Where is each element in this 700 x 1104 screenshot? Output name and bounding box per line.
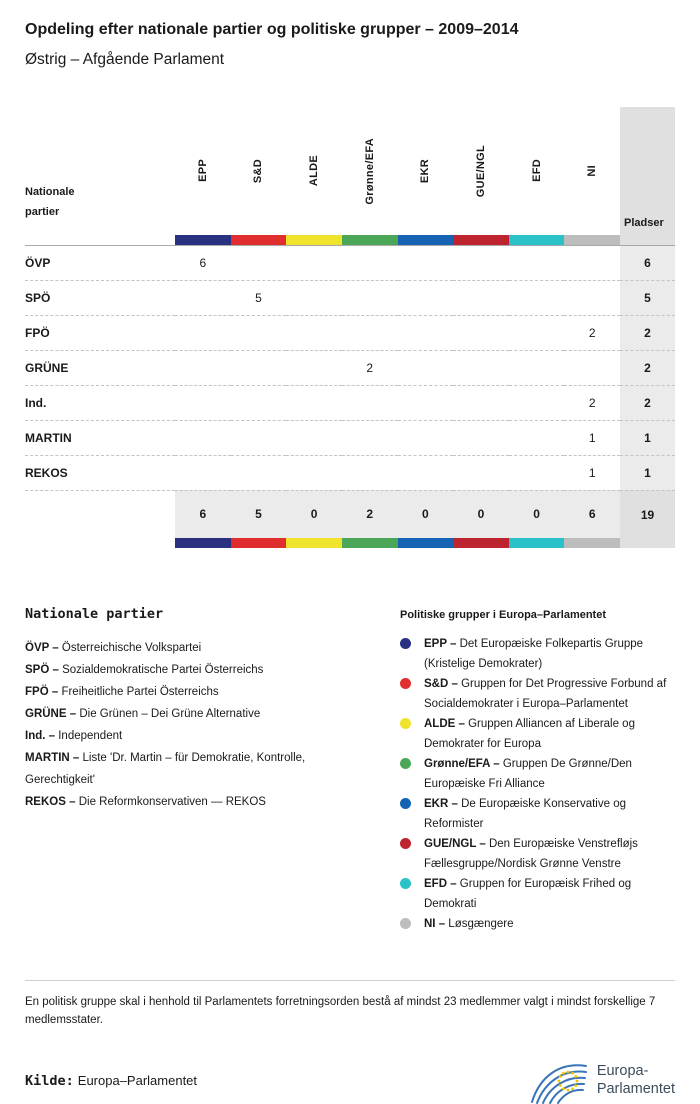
color-bar-sd bbox=[231, 235, 287, 245]
value-cell bbox=[509, 420, 565, 455]
legend-item: EPP – Det Europæiske Folkepartis Gruppe (Kristelige Demokrater) bbox=[400, 634, 675, 674]
column-header-sd: S&D bbox=[252, 158, 265, 183]
color-bar-ekr bbox=[398, 235, 454, 245]
color-bar-alde bbox=[286, 235, 342, 245]
value-cell bbox=[453, 315, 509, 350]
seats-cell: 6 bbox=[620, 245, 675, 280]
column-header-alde: ALDE bbox=[308, 155, 321, 187]
value-cell bbox=[286, 385, 342, 420]
color-bar-epp bbox=[175, 538, 231, 548]
legend-item: ÖVP – Österreichische Volkspartei bbox=[25, 641, 202, 654]
legend-item: S&D – Gruppen for Det Progressive Forbund af Socialdemokrater i Europa–Parlamentet bbox=[400, 674, 675, 714]
guengl-color-dot bbox=[400, 838, 411, 849]
seats-cell: 1 bbox=[620, 455, 675, 490]
value-cell bbox=[453, 245, 509, 280]
value-cell bbox=[175, 280, 231, 315]
logo-wordmark bbox=[597, 1063, 675, 1098]
value-cell bbox=[286, 245, 342, 280]
parliament-hemicycle-icon bbox=[530, 1058, 588, 1104]
color-bar-ni bbox=[564, 235, 620, 245]
value-cell bbox=[453, 420, 509, 455]
total-cell: 5 bbox=[231, 490, 287, 538]
logo-line2: Parlamentet bbox=[596, 1080, 675, 1097]
value-cell bbox=[509, 385, 565, 420]
value-cell bbox=[342, 385, 398, 420]
legend-item: Ind. – Independent bbox=[25, 729, 123, 742]
legend-item: FPÖ – Freiheitliche Partei Österreichs bbox=[25, 685, 219, 698]
value-cell: 2 bbox=[342, 350, 398, 385]
value-cell bbox=[342, 455, 398, 490]
color-bar-efd bbox=[509, 538, 565, 548]
value-cell bbox=[398, 280, 454, 315]
seats-column-header: Pladser bbox=[620, 107, 675, 245]
value-cell bbox=[398, 455, 454, 490]
value-cell bbox=[175, 350, 231, 385]
national-parties-column-header: Nationale partier bbox=[25, 186, 75, 218]
value-cell bbox=[231, 245, 287, 280]
legend-item: ALDE – Gruppen Alliancen af Liberale og Demokrater for Europa bbox=[400, 714, 675, 754]
value-cell bbox=[175, 315, 231, 350]
sd-color-dot bbox=[400, 678, 411, 689]
european-parliament-logo bbox=[530, 1058, 675, 1104]
seats-cell: 2 bbox=[620, 350, 675, 385]
footnote: En politisk gruppe skal i henhold til Parlamentets forretningsorden bestå af mindst 23 medlemmer valgt i mindst forskellige 7 medlemsstater. bbox=[25, 995, 656, 1027]
value-cell: 6 bbox=[175, 245, 231, 280]
divider bbox=[25, 980, 675, 981]
total-cell: 0 bbox=[509, 490, 565, 538]
party-name: MARTIN bbox=[25, 420, 175, 455]
party-name: FPÖ bbox=[25, 315, 175, 350]
value-cell bbox=[175, 385, 231, 420]
total-cell: 0 bbox=[398, 490, 454, 538]
column-header-efd: EFD bbox=[530, 159, 543, 183]
value-cell bbox=[342, 245, 398, 280]
color-bar-ni bbox=[564, 538, 620, 548]
seats-cell: 5 bbox=[620, 280, 675, 315]
column-header-ni: NI bbox=[586, 164, 599, 177]
legend-item: SPÖ – Sozialdemokratische Partei Österreichs bbox=[25, 663, 264, 676]
value-cell bbox=[286, 455, 342, 490]
value-cell bbox=[564, 350, 620, 385]
source-credit bbox=[25, 1073, 197, 1089]
color-bar-sd bbox=[231, 538, 287, 548]
value-cell bbox=[231, 385, 287, 420]
logo-line1: Europa- bbox=[596, 1063, 649, 1080]
spacer bbox=[25, 235, 175, 245]
value-cell: 2 bbox=[564, 315, 620, 350]
legend-item: NI – Løsgængere bbox=[400, 914, 675, 934]
legend-item: REKOS – Die Reformkonservativen — REKOS bbox=[25, 795, 266, 808]
value-cell bbox=[175, 420, 231, 455]
value-cell bbox=[398, 420, 454, 455]
value-cell bbox=[509, 245, 565, 280]
value-cell bbox=[564, 280, 620, 315]
total-cell: 6 bbox=[175, 490, 231, 538]
value-cell bbox=[286, 420, 342, 455]
color-bar-epp bbox=[175, 235, 231, 245]
value-cell: 1 bbox=[564, 455, 620, 490]
color-bar-ekr bbox=[398, 538, 454, 548]
legend-item: Grønne/EFA – Gruppen De Grønne/Den Europæiske Fri Alliance bbox=[400, 754, 675, 794]
efd-color-dot bbox=[400, 878, 411, 889]
seats-cell: 2 bbox=[620, 315, 675, 350]
alde-color-dot bbox=[400, 718, 411, 729]
party-name: ÖVP bbox=[25, 245, 175, 280]
seats-grand-total: 19 bbox=[620, 490, 675, 548]
legend-item: EKR – De Europæiske Konservative og Reformister bbox=[400, 794, 675, 834]
value-cell bbox=[509, 280, 565, 315]
source-label: Kilde: bbox=[25, 1072, 74, 1089]
value-cell bbox=[342, 420, 398, 455]
greens-color-dot bbox=[400, 758, 411, 769]
value-cell bbox=[398, 385, 454, 420]
color-bar-guengl bbox=[453, 235, 509, 245]
total-cell: 2 bbox=[342, 490, 398, 538]
political-groups-legend-title: Politiske grupper i Europa–Parlamentet bbox=[400, 608, 607, 621]
value-cell: 2 bbox=[564, 385, 620, 420]
value-cell bbox=[564, 245, 620, 280]
national-parties-legend-title: Nationale partier bbox=[25, 605, 164, 622]
party-name: REKOS bbox=[25, 455, 175, 490]
value-cell bbox=[231, 350, 287, 385]
value-cell bbox=[453, 385, 509, 420]
spacer bbox=[25, 538, 175, 548]
column-header-epp: EPP bbox=[196, 159, 209, 183]
spacer bbox=[25, 490, 175, 538]
total-cell: 6 bbox=[564, 490, 620, 538]
seats-table bbox=[25, 107, 675, 548]
value-cell bbox=[398, 315, 454, 350]
value-cell bbox=[286, 315, 342, 350]
national-parties-legend bbox=[25, 606, 373, 934]
value-cell bbox=[286, 350, 342, 385]
epp-color-dot bbox=[400, 638, 411, 649]
page-subtitle: Østrig – Afgående Parlament bbox=[25, 50, 225, 68]
value-cell: 5 bbox=[231, 280, 287, 315]
page-title: Opdeling efter nationale partier og politiske grupper – 2009–2014 bbox=[25, 21, 519, 38]
source-row bbox=[25, 1058, 675, 1104]
value-cell bbox=[342, 315, 398, 350]
value-cell bbox=[231, 315, 287, 350]
ekr-color-dot bbox=[400, 798, 411, 809]
value-cell bbox=[398, 350, 454, 385]
seats-cell: 1 bbox=[620, 420, 675, 455]
legend-item: GRÜNE – Die Grünen – Dei Grüne Alternative bbox=[25, 707, 261, 720]
color-bar-efd bbox=[509, 235, 565, 245]
value-cell bbox=[453, 280, 509, 315]
legend-section bbox=[25, 606, 675, 934]
column-header-ekr: EKR bbox=[419, 158, 432, 183]
color-bar-guengl bbox=[453, 538, 509, 548]
legend-item: GUE/NGL – Den Europæiske Venstrefløjs Fællesgruppe/Nordisk Grønne Venstre bbox=[400, 834, 675, 874]
legend-item: MARTIN – Liste 'Dr. Martin – für Demokratie, Kontrolle, Gerechtigkeit' bbox=[25, 751, 306, 786]
column-header-guengl: GUE/NGL bbox=[474, 144, 487, 197]
color-bar-alde bbox=[286, 538, 342, 548]
value-cell bbox=[231, 420, 287, 455]
value-cell bbox=[342, 280, 398, 315]
color-bar-greens bbox=[342, 538, 398, 548]
source-value: Europa–Parlamentet bbox=[77, 1072, 198, 1088]
value-cell bbox=[509, 350, 565, 385]
value-cell: 1 bbox=[564, 420, 620, 455]
value-cell bbox=[453, 350, 509, 385]
value-cell bbox=[231, 455, 287, 490]
total-cell: 0 bbox=[286, 490, 342, 538]
legend-item: EFD – Gruppen for Europæisk Frihed og Demokrati bbox=[400, 874, 675, 914]
value-cell bbox=[286, 280, 342, 315]
color-bar-greens bbox=[342, 235, 398, 245]
value-cell bbox=[398, 245, 454, 280]
party-name: SPÖ bbox=[25, 280, 175, 315]
party-name: Ind. bbox=[25, 385, 175, 420]
ni-color-dot bbox=[400, 918, 411, 929]
value-cell bbox=[175, 455, 231, 490]
political-groups-legend bbox=[400, 606, 675, 934]
value-cell bbox=[509, 315, 565, 350]
value-cell bbox=[453, 455, 509, 490]
total-cell: 0 bbox=[453, 490, 509, 538]
value-cell bbox=[509, 455, 565, 490]
seats-cell: 2 bbox=[620, 385, 675, 420]
party-name: GRÜNE bbox=[25, 350, 175, 385]
column-header-greens: Grønne/EFA bbox=[363, 137, 376, 205]
